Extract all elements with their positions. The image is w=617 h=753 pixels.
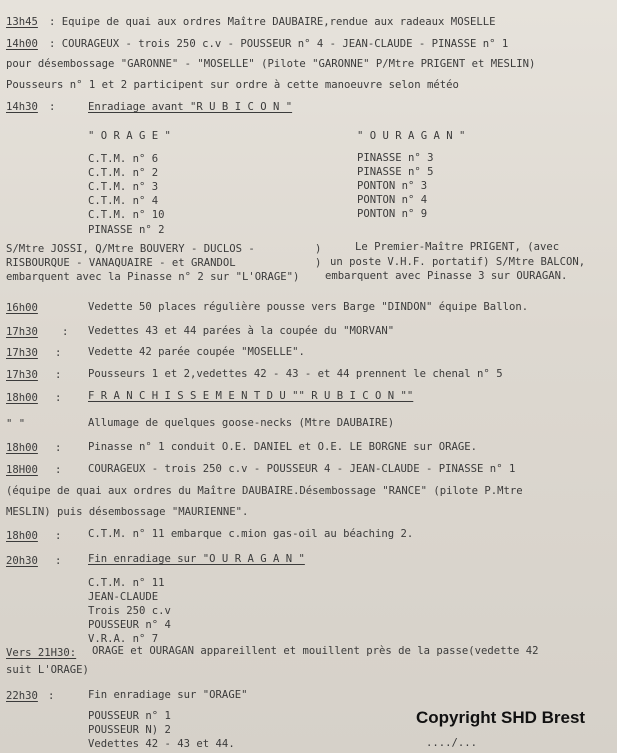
- orage-final-item: Vedettes 42 - 43 et 44.: [88, 738, 235, 750]
- time-2030: 20h30: [6, 555, 38, 567]
- entry-1800c-line1: COURAGEUX - trois 250 c.v - POUSSEUR 4 - JEAN-CLAUDE - PINASSE n° 1: [88, 463, 516, 475]
- time-1800: 18h00: [6, 530, 38, 542]
- crew-right-line: embarquent avec Pinasse 3 sur OURAGAN.: [325, 270, 568, 282]
- time-colon: :: [55, 347, 62, 359]
- orage-item: C.T.M. n° 3: [88, 181, 159, 193]
- entry-1400-line1: : COURAGEUX - trois 250 c.v - POUSSEUR n° 4 - JEAN-CLAUDE - PINASSE n° 1: [49, 38, 509, 50]
- orage-final-item: POUSSEUR n° 1: [88, 710, 171, 722]
- time-1600: 16h00: [6, 302, 38, 314]
- time-colon: :: [55, 369, 62, 381]
- entry-1430-text: Enradiage avant "R U B I C O N ": [88, 101, 293, 113]
- crew-left-line: embarquent avec la Pinasse n° 2 sur "L'ORAGE"): [6, 271, 300, 283]
- time-1730: 17h30: [6, 326, 38, 338]
- ouragan-title: " O U R A G A N ": [357, 130, 466, 142]
- ouragan-item: PONTON n° 4: [357, 194, 428, 206]
- crew-bracket: ): [315, 243, 322, 255]
- time-1730: 17h30: [6, 347, 38, 359]
- entry-1800d-text: C.T.M. n° 11 embarque c.mion gas-oil au béaching 2.: [88, 528, 414, 540]
- ouragan-final-item: JEAN-CLAUDE: [88, 591, 159, 603]
- ouragan-item: PONTON n° 9: [357, 208, 428, 220]
- time-1800: 18h00: [6, 442, 38, 454]
- entry-1800c-line3: MESLIN) puis désembossage "MAURIENNE".: [6, 506, 249, 518]
- orage-item: C.T.M. n° 6: [88, 153, 159, 165]
- entry-1800b-text: Pinasse n° 1 conduit O.E. DANIEL et O.E. LE BORGNE sur ORAGE.: [88, 441, 478, 453]
- time-1430: 14h30: [6, 101, 38, 113]
- time-1345: 13h45: [6, 16, 38, 28]
- ouragan-item: PINASSE n° 3: [357, 152, 434, 164]
- entry-ditto-text: Allumage de quelques goose-necks (Mtre DAUBAIRE): [88, 417, 395, 429]
- orage-final-item: POUSSEUR N) 2: [88, 724, 171, 736]
- time-colon: :: [55, 530, 62, 542]
- ouragan-item: PINASSE n° 5: [357, 166, 434, 178]
- crew-left-line: S/Mtre JOSSI, Q/Mtre BOUVERY - DUCLOS -: [6, 243, 255, 255]
- time-colon: :: [55, 555, 62, 567]
- time-colon: :: [48, 690, 55, 702]
- entry-2230-text: Fin enradiage sur "ORAGE": [88, 689, 248, 701]
- time-1400: 14h00: [6, 38, 38, 50]
- entry-1345-text: : Equipe de quai aux ordres Maître DAUBAIRE,rendue aux radeaux MOSELLE: [49, 16, 496, 28]
- entry-2030-text: Fin enradiage sur "O U R A G A N ": [88, 553, 305, 565]
- time-colon: :: [62, 326, 69, 338]
- crew-bracket: ): [315, 257, 322, 269]
- continuation-mark: ..../...: [426, 737, 478, 749]
- orage-item: C.T.M. n° 2: [88, 167, 159, 179]
- entry-1600-text: Vedette 50 places régulière pousse vers Barge "DINDON" équipe Ballon.: [88, 301, 529, 313]
- crew-left-line: RISBOURQUE - VANAQUAIRE - et GRANDOL: [6, 257, 236, 269]
- copyright-watermark: Copyright SHD Brest: [416, 708, 586, 727]
- crew-right-line: Le Premier-Maître PRIGENT, (avec: [355, 241, 560, 253]
- entry-1800c-line2: (équipe de quai aux ordres du Maître DAUBAIRE.Désembossage "RANCE" (pilote P.Mtre: [6, 485, 523, 497]
- time-colon: :: [55, 464, 62, 476]
- entry-1730c-text: Pousseurs 1 et 2,vedettes 42 - 43 - et 44 prennent le chenal n° 5: [88, 368, 503, 380]
- ouragan-final-item: V.R.A. n° 7: [88, 633, 159, 645]
- entry-2130-line2: suit L'ORAGE): [6, 664, 89, 676]
- time-colon: :: [55, 442, 62, 454]
- entry-1730a-text: Vedettes 43 et 44 parées à la coupée du "MORVAN": [88, 325, 395, 337]
- orage-title: " O R A G E ": [88, 130, 171, 142]
- time-2130: Vers 21H30:: [6, 647, 77, 659]
- ouragan-final-item: Trois 250 c.v: [88, 605, 171, 617]
- time-colon: :: [55, 392, 62, 404]
- entry-1400-line2: pour désembossage "GARONNE" - "MOSELLE" (Pilote "GARONNE" P/Mtre PRIGENT et MESLIN): [6, 58, 536, 70]
- entry-1730b-text: Vedette 42 parée coupée "MOSELLE".: [88, 346, 305, 358]
- time-1430-colon: :: [49, 101, 56, 113]
- ouragan-final-item: POUSSEUR n° 4: [88, 619, 171, 631]
- time-1800: 18h00: [6, 392, 38, 404]
- time-1800: 18H00: [6, 464, 38, 476]
- entry-2130-line1: ORAGE et OURAGAN appareillent et mouillent près de la passe(vedette 42: [92, 645, 539, 657]
- time-1730: 17h30: [6, 369, 38, 381]
- ouragan-final-item: C.T.M. n° 11: [88, 577, 165, 589]
- crew-right-line: un poste V.H.F. portatif) S/Mtre BALCON,: [330, 256, 586, 268]
- entry-1400-line3: Pousseurs n° 1 et 2 participent sur ordre à cette manoeuvre selon météo: [6, 79, 459, 91]
- orage-item: PINASSE n° 2: [88, 224, 165, 236]
- entry-franchissement: F R A N C H I S S E M E N T D U "" R U B I C O N "": [88, 390, 414, 402]
- orage-item: C.T.M. n° 10: [88, 209, 165, 221]
- ditto-mark: " ": [6, 418, 26, 430]
- orage-item: C.T.M. n° 4: [88, 195, 159, 207]
- ouragan-item: PONTON n° 3: [357, 180, 428, 192]
- time-2230: 22h30: [6, 690, 38, 702]
